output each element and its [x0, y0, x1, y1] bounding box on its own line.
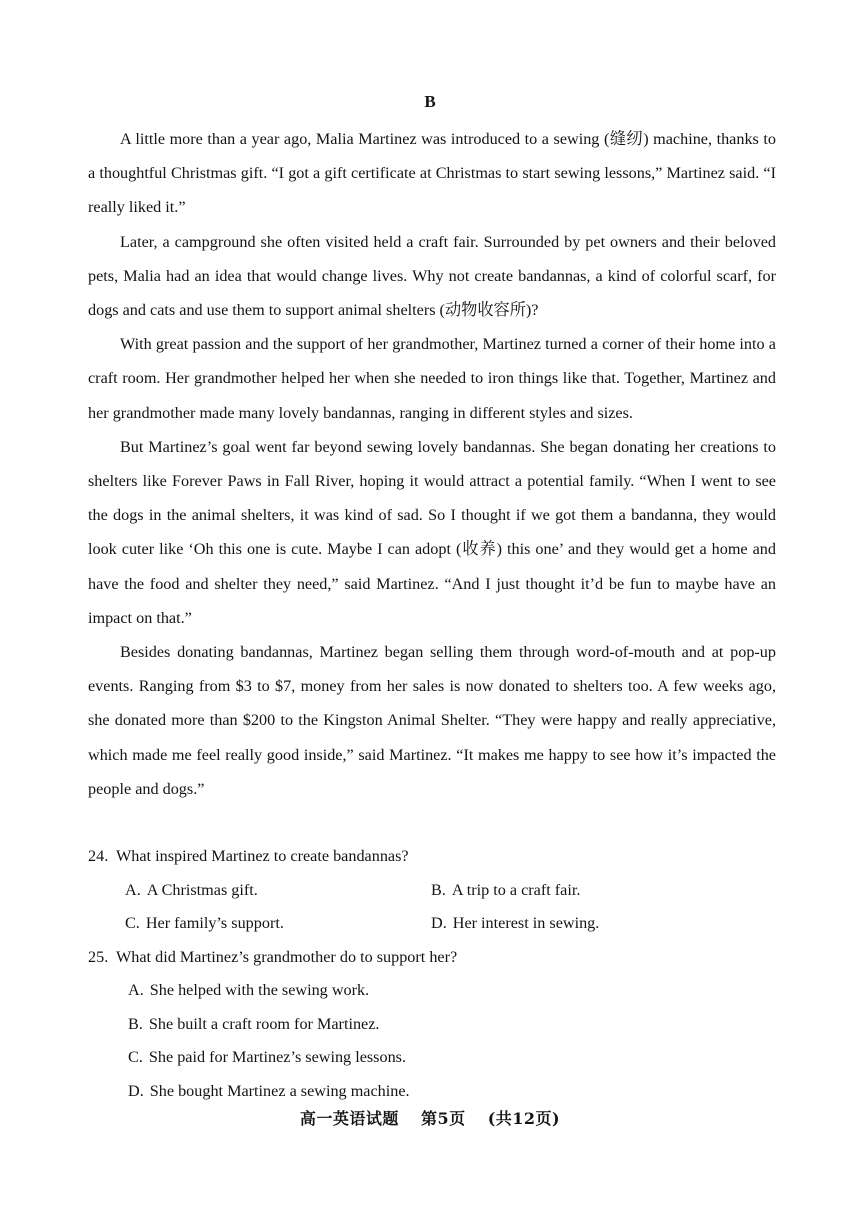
- answer-option-d[interactable]: [431, 907, 751, 941]
- option-letter: C.: [125, 914, 140, 932]
- question-number: 25.: [88, 947, 109, 966]
- passage-paragraph: With great passion and the support of her grandmother, Martinez turned a corner of their home into a craft room. Her grandmother helped her when she needed to iron things like that. Together, Martinez and her grandmother made many lovely bandannas, ranging in different styles and sizes.: [88, 335, 776, 422]
- option-text: She bought Martinez a sewing machine.: [149, 1081, 410, 1100]
- question-stem: [88, 941, 776, 975]
- question-stem: [88, 840, 776, 874]
- option-text: Her interest in sewing.: [452, 914, 600, 932]
- footer-page-total: (共12页): [487, 1109, 561, 1128]
- option-letter: B.: [431, 880, 446, 899]
- footer-subject: 高一英语试题: [299, 1109, 399, 1128]
- option-text: She helped with the sewing work.: [149, 981, 370, 999]
- option-text: Her family’s support.: [145, 914, 284, 932]
- section-heading: B: [424, 92, 436, 111]
- answer-options: [88, 874, 776, 941]
- question-list: [88, 840, 776, 1108]
- option-text: She paid for Martinez’s sewing lessons.: [148, 1048, 407, 1066]
- passage-paragraph: Besides donating bandannas, Martinez began selling them through word-of-mouth and at pop-up events. Ranging from $3 to $7, money from her sales is now donated to shelters too. A few weeks ago, she donated more than $200 to the Kingston Animal Shelter. “They were happy and really appreciative, which made me feel really good inside,” said Martinez. “It makes me happy to see how it’s impacted the people and dogs.”: [88, 643, 776, 798]
- answer-option-a[interactable]: [125, 874, 431, 908]
- question-25: [88, 941, 776, 1109]
- option-letter: B.: [128, 1014, 143, 1033]
- passage-paragraph: Later, a campground she often visited held a craft fair. Surrounded by pet owners and their beloved pets, Malia had an idea that would change lives. Why not create bandannas, a kind of colorful scarf, for dogs and cats and use them to support animal shelters (动物收容所)?: [88, 232, 776, 320]
- footer-page-number: 第5页: [420, 1109, 466, 1128]
- option-letter: A.: [125, 880, 141, 899]
- answer-option-b[interactable]: [128, 1008, 776, 1042]
- answer-option-a[interactable]: [128, 974, 776, 1008]
- option-letter: D.: [128, 1081, 144, 1100]
- answer-options: [88, 974, 776, 1108]
- page-footer: [0, 1106, 860, 1129]
- question-24: [88, 840, 776, 941]
- option-letter: D.: [431, 914, 447, 932]
- reading-passage: [88, 122, 776, 806]
- option-text: A trip to a craft fair.: [451, 880, 581, 899]
- question-text: What did Martinez’s grandmother do to support her?: [116, 947, 458, 966]
- option-text: She built a craft room for Martinez.: [148, 1014, 380, 1033]
- answer-option-c[interactable]: [125, 907, 431, 941]
- option-letter: A.: [128, 981, 144, 999]
- question-number: 24.: [88, 847, 109, 865]
- answer-option-b[interactable]: [431, 874, 751, 908]
- answer-option-c[interactable]: [128, 1041, 776, 1075]
- option-letter: C.: [128, 1048, 143, 1066]
- question-text: What inspired Martinez to create bandannas?: [116, 847, 409, 865]
- passage-paragraph: A little more than a year ago, Malia Martinez was introduced to a sewing (缝纫) machine, thanks to a thoughtful Christmas gift. “I got a gift certificate at Christmas to start sewing lessons,” Martinez said. “I really liked it.”: [88, 130, 776, 217]
- passage-paragraph: But Martinez’s goal went far beyond sewing lovely bandannas. She began donating her creations to shelters like Forever Paws in Fall River, hoping it would attract a potential family. “When I went to see the dogs in the animal shelters, it was kind of sad. So I thought if we got them a bandanna, they would look cuter like ‘Oh this one is cute. Maybe I can adopt (收养) this one’ and they would get a home and have the food and shelter they need,” said Martinez. “And I just thought it’d be fun to maybe have an impact on that.”: [88, 437, 776, 627]
- option-text: A Christmas gift.: [146, 880, 258, 899]
- answer-option-d[interactable]: [128, 1075, 776, 1109]
